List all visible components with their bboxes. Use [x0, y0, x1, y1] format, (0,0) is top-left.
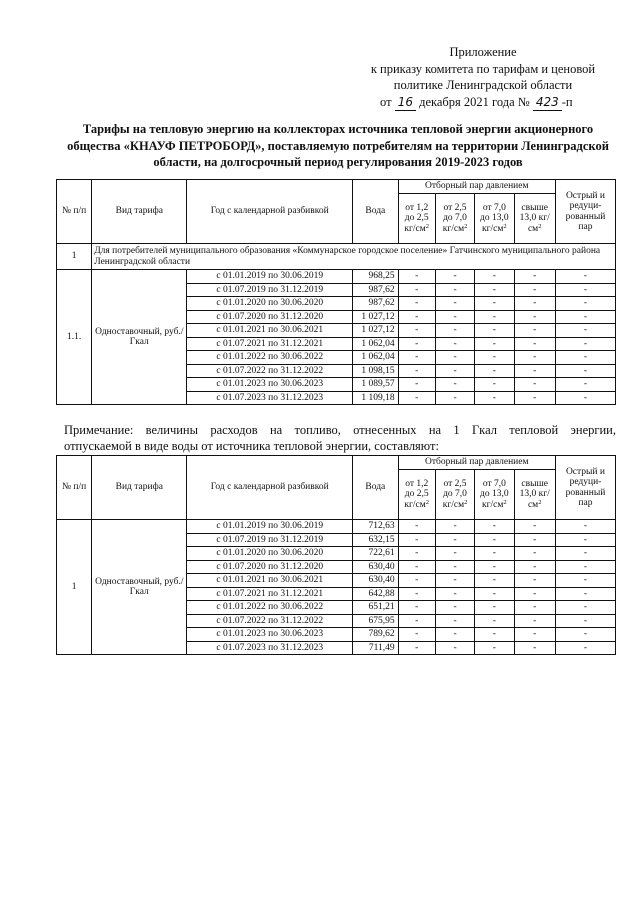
appendix-month-year: декабря 2021 года №	[419, 94, 530, 109]
row-period: с 01.01.2022 по 30.06.2022	[187, 351, 353, 365]
row-dash-cell: -	[514, 391, 555, 405]
row-period: с 01.01.2020 по 30.06.2020	[187, 297, 353, 311]
row-dash-cell: -	[555, 601, 615, 615]
header-water: Вода	[353, 180, 399, 244]
row-period: с 01.07.2023 по 31.12.2023	[187, 391, 353, 405]
row-dash-cell: -	[398, 601, 435, 615]
header-steam-group: Отборный пар давлением	[398, 456, 555, 470]
handwritten-day: 16	[395, 94, 416, 112]
tariff-rows	[57, 270, 616, 405]
header-tariff-type: Вид тарифа	[92, 180, 187, 244]
row-dash-cell: -	[555, 270, 615, 284]
row-period: с 01.01.2022 по 30.06.2022	[187, 601, 353, 615]
row-period: с 01.01.2020 по 30.06.2020	[187, 547, 353, 561]
row-water-value: 1 109,18	[353, 391, 399, 405]
row-dash-cell: -	[514, 351, 555, 365]
row-dash-cell: -	[398, 378, 435, 392]
row-water-value: 722,61	[353, 547, 399, 561]
row-dash-cell: -	[514, 601, 555, 615]
row-water-value: 651,21	[353, 601, 399, 615]
row-period: с 01.01.2023 по 30.06.2023	[187, 378, 353, 392]
row-dash-cell: -	[435, 628, 474, 642]
header-steam-2: от 2,5 до 7,0 $кг/см^2$	[435, 470, 474, 520]
row-dash-cell: -	[435, 520, 474, 534]
row-tariff-type: Одноставочный, руб./Гкал	[92, 270, 187, 405]
row-dash-cell: -	[398, 574, 435, 588]
row-dash-cell: -	[514, 337, 555, 351]
row-dash-cell: -	[398, 351, 435, 365]
row-dash-cell: -	[398, 310, 435, 324]
row-dash-cell: -	[555, 297, 615, 311]
row-period: с 01.07.2021 по 31.12.2021	[187, 337, 353, 351]
row-dash-cell: -	[435, 297, 474, 311]
row-dash-cell: -	[435, 587, 474, 601]
row-dash-cell: -	[514, 283, 555, 297]
row-dash-cell: -	[475, 614, 514, 628]
row-dash-cell: -	[435, 614, 474, 628]
group-description: Для потребителей муниципального образования «Коммунарское городское поселение» Гатчинского муниципального района Ленинградской области	[92, 244, 616, 270]
note-text	[64, 422, 616, 454]
row-dash-cell: -	[555, 574, 615, 588]
row-period: с 01.07.2023 по 31.12.2023	[187, 641, 353, 655]
row-dash-cell: -	[435, 324, 474, 338]
group-num: 1	[57, 244, 92, 270]
header-steam-3: от 7,0 до 13,0 $кг/см^2$	[475, 194, 514, 244]
row-dash-cell: -	[555, 520, 615, 534]
row-period: с 01.07.2022 по 31.12.2022	[187, 364, 353, 378]
row-tariff-type: Одноставочный, руб./Гкал	[92, 520, 187, 655]
header-water: Вода	[353, 456, 399, 520]
row-dash-cell: -	[435, 283, 474, 297]
row-dash-cell: -	[514, 533, 555, 547]
row-dash-cell: -	[435, 391, 474, 405]
row-water-value: 1 098,15	[353, 364, 399, 378]
row-dash-cell: -	[435, 574, 474, 588]
row-dash-cell: -	[514, 641, 555, 655]
row-dash-cell: -	[555, 560, 615, 574]
row-dash-cell: -	[435, 270, 474, 284]
row-dash-cell: -	[555, 337, 615, 351]
row-dash-cell: -	[475, 378, 514, 392]
header-steam-2: от 2,5 до 7,0 $кг/см^2$	[435, 194, 474, 244]
row-dash-cell: -	[514, 560, 555, 574]
row-period: с 01.01.2019 по 30.06.2019	[187, 270, 353, 284]
row-dash-cell: -	[555, 641, 615, 655]
row-dash-cell: -	[514, 614, 555, 628]
row-dash-cell: -	[435, 641, 474, 655]
row-period: с 01.07.2020 по 31.12.2020	[187, 560, 353, 574]
row-dash-cell: -	[555, 283, 615, 297]
row-dash-cell: -	[398, 560, 435, 574]
header-num: № п/п	[57, 456, 92, 520]
row-dash-cell: -	[398, 533, 435, 547]
row-dash-cell: -	[475, 351, 514, 365]
row-dash-cell: -	[435, 547, 474, 561]
row-water-value: 987,62	[353, 283, 399, 297]
header-steam-group: Отборный пар давлением	[398, 180, 555, 194]
row-dash-cell: -	[555, 587, 615, 601]
row-dash-cell: -	[398, 297, 435, 311]
row-dash-cell: -	[475, 520, 514, 534]
row-dash-cell: -	[514, 378, 555, 392]
row-dash-cell: -	[514, 297, 555, 311]
row-dash-cell: -	[475, 297, 514, 311]
row-dash-cell: -	[555, 628, 615, 642]
row-dash-cell: -	[435, 378, 474, 392]
row-period: с 01.01.2023 по 30.06.2023	[187, 628, 353, 642]
header-steam-1: от 1,2 до 2,5 $кг/см^2$	[398, 470, 435, 520]
row-dash-cell: -	[475, 533, 514, 547]
row-dash-cell: -	[475, 364, 514, 378]
header-steam-4: свыше 13,0 $кг/см^2$	[514, 194, 555, 244]
row-dash-cell: -	[475, 641, 514, 655]
row-water-value: 630,40	[353, 560, 399, 574]
row-period: с 01.07.2019 по 31.12.2019	[187, 533, 353, 547]
row-dash-cell: -	[475, 283, 514, 297]
row-dash-cell: -	[475, 587, 514, 601]
row-dash-cell: -	[555, 351, 615, 365]
row-period: с 01.01.2021 по 30.06.2021	[187, 324, 353, 338]
header-steam-1: от 1,2 до 2,5 $кг/см^2$	[398, 194, 435, 244]
row-dash-cell: -	[398, 283, 435, 297]
fuel-rows	[57, 520, 616, 655]
row-dash-cell: -	[555, 324, 615, 338]
row-dash-cell: -	[398, 391, 435, 405]
row-dash-cell: -	[555, 364, 615, 378]
document-title: Тарифы на тепловую энергию на коллекторах источника тепловой энергии акционерного общества «КНАУФ ПЕТРОБОРД», поставляемую потребителям на территории Ленинградской области, на долгосрочный период регулирования 2019-2023 годов	[67, 122, 609, 169]
row-dash-cell: -	[475, 547, 514, 561]
row-dash-cell: -	[514, 364, 555, 378]
row-dash-cell: -	[475, 560, 514, 574]
row-dash-cell: -	[514, 574, 555, 588]
fuel-table	[56, 455, 616, 655]
note-line-1: Примечание: величины расходов на топливо, отнесенных на 1 Гкал тепловой энергии,	[64, 423, 616, 437]
row-water-value: 632,15	[353, 533, 399, 547]
row-period: с 01.01.2021 по 30.06.2021	[187, 574, 353, 588]
header-tariff-type: Вид тарифа	[92, 456, 187, 520]
row-dash-cell: -	[514, 587, 555, 601]
row-water-value: 630,40	[353, 574, 399, 588]
row-water-value: 711,49	[353, 641, 399, 655]
appendix-from: от	[380, 94, 392, 109]
row-dash-cell: -	[555, 391, 615, 405]
row-dash-cell: -	[555, 533, 615, 547]
row-dash-cell: -	[398, 337, 435, 351]
appendix-block	[358, 44, 608, 111]
row-dash-cell: -	[398, 364, 435, 378]
row-dash-cell: -	[555, 614, 615, 628]
header-sharp-steam: Острый и редуци-рованный пар	[555, 180, 615, 244]
row-dash-cell: -	[398, 587, 435, 601]
row-dash-cell: -	[514, 628, 555, 642]
row-water-value: 789,62	[353, 628, 399, 642]
appendix-title: Приложение	[449, 45, 517, 59]
row-water-value: 712,63	[353, 520, 399, 534]
row-dash-cell: -	[475, 337, 514, 351]
row-dash-cell: -	[398, 628, 435, 642]
row-water-value: 968,25	[353, 270, 399, 284]
header-year: Год с календарной разбивкой	[187, 456, 353, 520]
note-line-2: отпускаемой в виде воды от источника тепловой энергии, составляют:	[64, 439, 439, 453]
row-dash-cell: -	[398, 520, 435, 534]
row-dash-cell: -	[475, 601, 514, 615]
row-dash-cell: -	[514, 520, 555, 534]
row-dash-cell: -	[475, 391, 514, 405]
header-sharp-steam: Острый и редуци-рованный пар	[555, 456, 615, 520]
row-water-value: 1 062,04	[353, 351, 399, 365]
row-dash-cell: -	[475, 574, 514, 588]
row-dash-cell: -	[475, 310, 514, 324]
row-dash-cell: -	[475, 324, 514, 338]
appendix-suffix: -п	[561, 94, 573, 109]
row-water-value: 1 062,04	[353, 337, 399, 351]
appendix-committee-line: политике Ленинградской области	[393, 78, 573, 92]
row-dash-cell: -	[475, 270, 514, 284]
row-period: с 01.07.2022 по 31.12.2022	[187, 614, 353, 628]
row-num: 1.1.	[57, 270, 92, 405]
row-water-value: 1 027,12	[353, 324, 399, 338]
row-water-value: 1 027,12	[353, 310, 399, 324]
row-dash-cell: -	[398, 547, 435, 561]
row-dash-cell: -	[435, 601, 474, 615]
tariff-table	[56, 179, 616, 405]
row-water-value: 675,95	[353, 614, 399, 628]
row-dash-cell: -	[555, 547, 615, 561]
row-dash-cell: -	[514, 270, 555, 284]
row-dash-cell: -	[514, 310, 555, 324]
header-year: Год с календарной разбивкой	[187, 180, 353, 244]
table-row	[57, 270, 616, 284]
row-dash-cell: -	[475, 628, 514, 642]
row-period: с 01.07.2021 по 31.12.2021	[187, 587, 353, 601]
row-period: с 01.01.2019 по 30.06.2019	[187, 520, 353, 534]
row-water-value: 1 089,57	[353, 378, 399, 392]
row-dash-cell: -	[398, 270, 435, 284]
row-dash-cell: -	[435, 351, 474, 365]
header-steam-3: от 7,0 до 13,0 $кг/см^2$	[475, 470, 514, 520]
row-dash-cell: -	[435, 560, 474, 574]
row-dash-cell: -	[555, 310, 615, 324]
row-water-value: 987,62	[353, 297, 399, 311]
row-dash-cell: -	[514, 547, 555, 561]
row-dash-cell: -	[435, 337, 474, 351]
row-dash-cell: -	[555, 378, 615, 392]
handwritten-order-number: 423	[533, 94, 562, 112]
row-dash-cell: -	[514, 324, 555, 338]
header-num: № п/п	[57, 180, 92, 244]
row-water-value: 642,88	[353, 587, 399, 601]
row-dash-cell: -	[435, 310, 474, 324]
row-period: с 01.07.2019 по 31.12.2019	[187, 283, 353, 297]
row-dash-cell: -	[398, 324, 435, 338]
appendix-order-line: к приказу комитета по тарифам и ценовой	[370, 61, 596, 76]
header-steam-4: свыше 13,0 $кг/см^2$	[514, 470, 555, 520]
row-num: 1	[57, 520, 92, 655]
row-dash-cell: -	[398, 614, 435, 628]
row-dash-cell: -	[435, 533, 474, 547]
table-row	[57, 520, 616, 534]
appendix-date-line	[358, 94, 608, 112]
row-dash-cell: -	[398, 641, 435, 655]
row-period: с 01.07.2020 по 31.12.2020	[187, 310, 353, 324]
row-dash-cell: -	[435, 364, 474, 378]
